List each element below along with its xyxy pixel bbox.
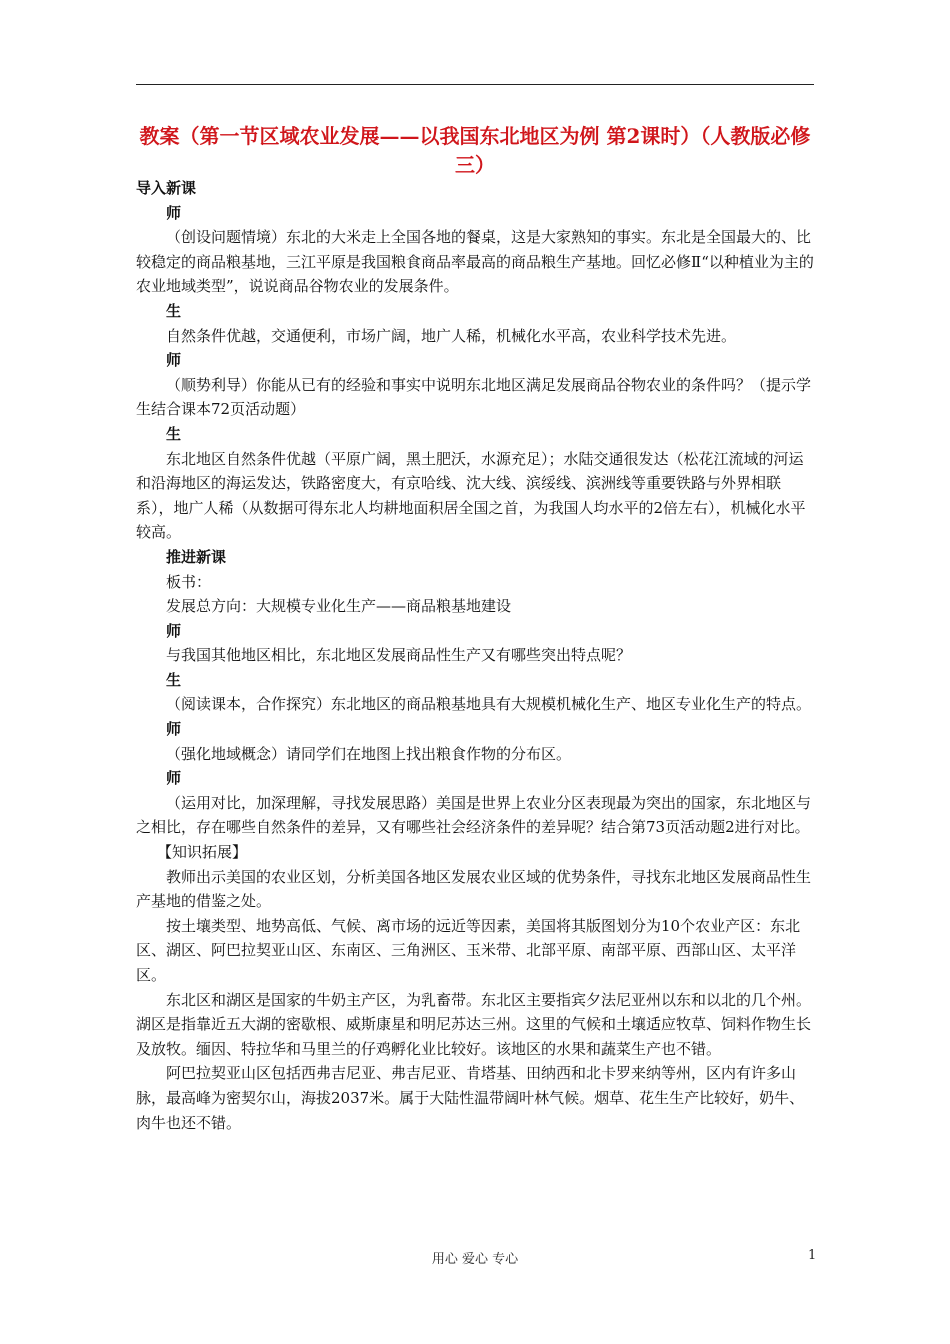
section-heading: 师 bbox=[166, 769, 182, 788]
paragraph: （运用对比，加深理解，寻找发展思路）美国是世界上农业分区表现最为突出的国家，东北地区与之相比，存在哪些自然条件的差异，又有哪些社会经济条件的差异呢？结合第73页活动题2进行对比。 bbox=[136, 793, 812, 837]
paragraph: 按土壤类型、地势高低、气候、离市场的远近等因素，美国将其版图划分为10个农业产区：东北区、湖区、阿巴拉契亚山区、东南区、三角洲区、玉米带、北部平原、南部平原、西部山区、太平洋区。 bbox=[136, 916, 801, 984]
section-heading: 师 bbox=[166, 351, 182, 370]
paragraph: 发展总方向：大规模专业化生产——商品粮基地建设 bbox=[166, 597, 512, 616]
paragraph: 自然条件优越，交通便利，市场广阔，地广人稀，机械化水平高，农业科学技术先进。 bbox=[166, 326, 737, 345]
section-heading: 师 bbox=[166, 621, 182, 640]
paragraph: 与我国其他地区相比，东北地区发展商品性生产又有哪些突出特点呢？ bbox=[166, 646, 632, 665]
paragraph: （顺势利导）你能从已有的经验和事实中说明东北地区满足发展商品谷物农业的条件吗？（提示学生结合课本72页活动题） bbox=[136, 375, 812, 419]
section-heading: 师 bbox=[166, 203, 182, 222]
document-body bbox=[136, 176, 814, 1135]
header-rule bbox=[136, 84, 814, 85]
footer-slogan: 用心 爱心 专心 bbox=[431, 1252, 519, 1267]
paragraph: 东北地区自然条件优越（平原广阔，黑土肥沃，水源充足）；水陆交通很发达（松花江流域的河运和沿海地区的海运发达，铁路密度大，有京哈线、沈大线、滨绥线、滨洲线等重要铁路与外界相联系），地广人稀（从数据可得东北人均耕地面积居全国之首，为我国人均水平的2倍左右），机械化水平较高。 bbox=[136, 449, 806, 542]
section-heading: 生 bbox=[166, 670, 182, 689]
paragraph: （强化地域概念）请同学们在地图上找出粮食作物的分布区。 bbox=[166, 744, 572, 763]
paragraph: 东北区和湖区是国家的牛奶主产区，为乳畜带。东北区主要指宾夕法尼亚州以东和以北的几个州。湖区是指靠近五大湖的密歇根、威斯康星和明尼苏达三州。这里的气候和土壤适应牧草、饲料作物生长及放牧。缅因、特拉华和马里兰的仔鸡孵化业比较好。该地区的水果和蔬菜生产也不错。 bbox=[136, 990, 812, 1058]
paragraph: 阿巴拉契亚山区包括西弗吉尼亚、弗吉尼亚、肯塔基、田纳西和北卡罗来纳等州，区内有许多山脉，最高峰为密契尔山，海拔2037米。属于大陆性温带阔叶林气候。烟草、花生生产比较好，奶牛、肉牛也还不错。 bbox=[136, 1064, 805, 1132]
paragraph: 【知识拓展】 bbox=[157, 843, 248, 862]
document-title: 教案（第一节区域农业发展——以我国东北地区为例 第2课时）（人教版必修三） bbox=[139, 124, 811, 177]
paragraph: （创设问题情境）东北的大米走上全国各地的餐桌，这是大家熟知的事实。东北是全国最大的、比较稳定的商品粮基地，三江平原是我国粮食商品率最高的商品粮生产基地。回忆必修Ⅱ“以种植业为主的农业地域类型”，说说商品谷物农业的发展条件。 bbox=[136, 228, 814, 296]
section-heading: 生 bbox=[166, 424, 182, 443]
section-heading: 推进新课 bbox=[166, 547, 227, 566]
page-number: 1 bbox=[808, 1248, 817, 1263]
section-heading: 导入新课 bbox=[136, 179, 197, 197]
section-heading: 生 bbox=[166, 301, 182, 320]
section-heading: 师 bbox=[166, 720, 182, 739]
paragraph: 教师出示美国的农业区划，分析美国各地区发展农业区域的优势条件，寻找东北地区发展商品性生产基地的借鉴之处。 bbox=[136, 867, 812, 911]
paragraph: 板书： bbox=[166, 572, 212, 591]
paragraph: （阅读课本，合作探究）东北地区的商品粮基地具有大规模机械化生产、地区专业化生产的特点。 bbox=[166, 695, 812, 714]
